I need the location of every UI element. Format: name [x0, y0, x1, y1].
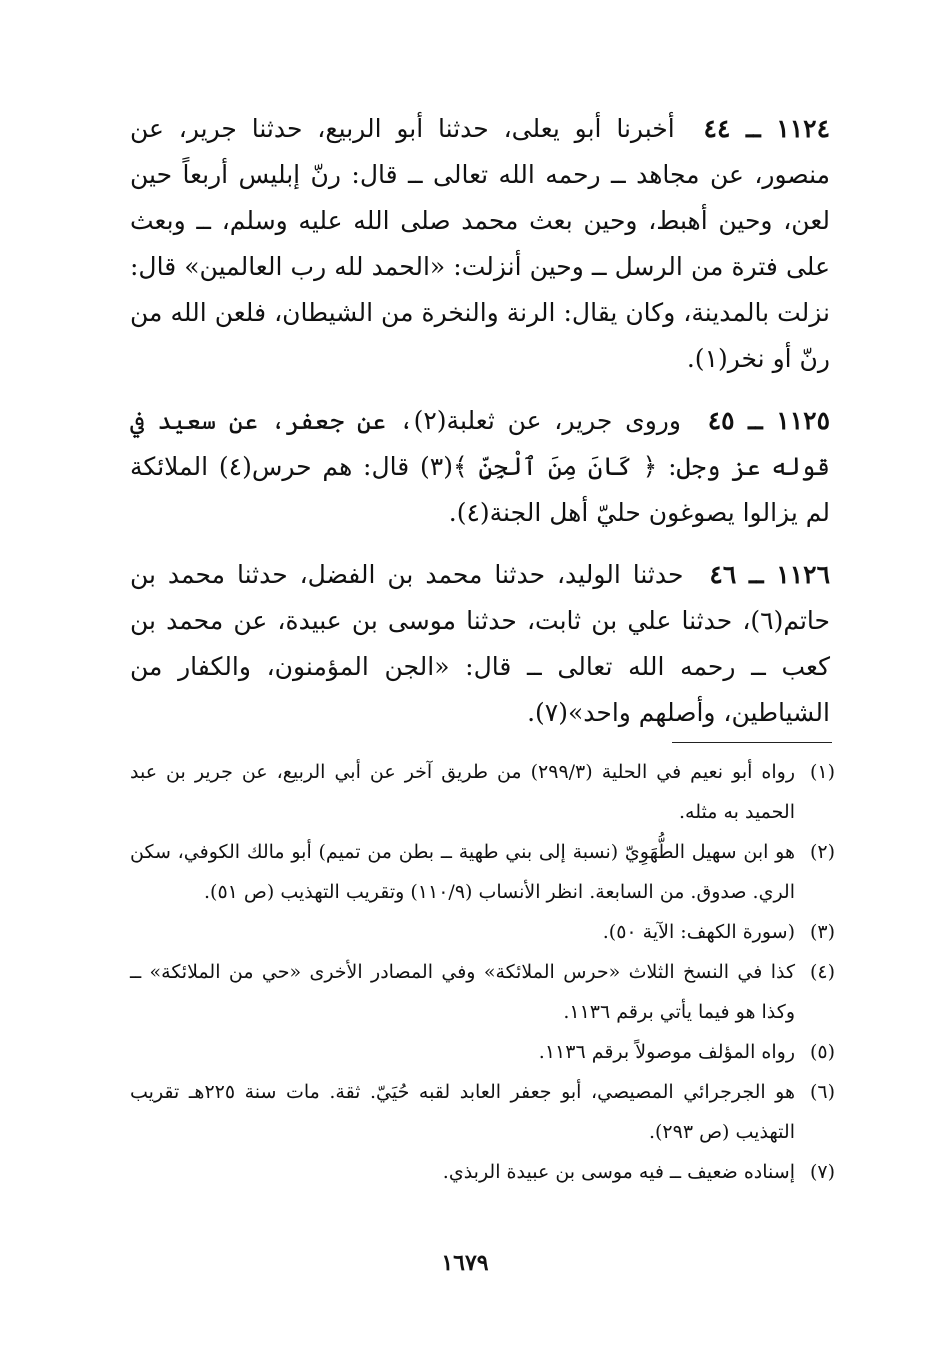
footnote-7: [130, 1152, 835, 1192]
footnote-text: رواه أبو نعيم في الحلية (٢٩٩/٣) من طريق آخر عن أبي الربيع، عن جرير بن عبد الحميد به مثله.: [130, 761, 795, 823]
footnote-6: [130, 1072, 835, 1152]
footnote-number: (٤): [809, 961, 835, 983]
hadith-number: ١١٢٤ ــ ٤٤: [703, 114, 830, 143]
footnote-text: كذا في النسخ الثلاث «حرس الملائكة» وفي المصادر الأخرى «حي من الملائكة» ــ وكذا هو فيما يأتي برقم ١١٣٦.: [130, 961, 795, 1023]
footnote-number: (٢): [809, 841, 835, 863]
footnote-text: (سورة الكهف: الآية ٥٠).: [602, 921, 795, 943]
footnote-3: [130, 912, 835, 952]
footnote-5: [130, 1032, 835, 1072]
main-text: [130, 106, 830, 752]
footnote-text: هو ابن سهيل الطُّهَوِيّ (نسبة إلى بني طهية ــ بطن من تميم) أبو مالك الكوفي، سكن الري. صدوق. من السابعة. انظر الأنساب (١١٠/٩) وتقريب التهذيب (ص ٥١).: [130, 841, 795, 903]
hadith-number: ١١٢٥ ــ ٤٥: [707, 406, 830, 435]
hadith-number: ١١٢٦ ــ ٤٦: [709, 560, 830, 589]
footnote-number: (٧): [809, 1161, 835, 1183]
footnote-number: (٣): [809, 921, 835, 943]
footnote-4: [130, 952, 835, 1032]
footnote-number: (٥): [809, 1041, 835, 1063]
hadith-text: حدثنا الوليد، حدثنا محمد بن الفضل، حدثنا محمد بن حاتم(٦)، حدثنا علي بن ثابت، حدثنا موسى بن عبيدة، عن محمد بن كعب ــ رحمه الله تعالى ــ قال: «الجن المؤمنون، والكفار من الشياطين، وأصلهم واحد»(٧).: [130, 560, 830, 727]
footnote-number: (١): [809, 761, 835, 783]
footnote-number: (٦): [809, 1081, 835, 1103]
footnotes: [130, 752, 835, 1192]
hadith-text: أخبرنا أبو يعلى، حدثنا أبو الربيع، حدثنا جرير، عن منصور، عن مجاهد ــ رحمه الله تعالى ــ قال: رنّ إبليس أربعاً حين لعن، وحين أهبط، وحين بعث محمد صلى الله عليه وسلم، ــ وبعث على فترة من الرسل ــ وحين أنزلت: «الحمد لله رب العالمين» قال: نزلت بالمدينة، وكان يقال: الرنة والنخرة من الشيطان، فلعن الله من رنّ أو نخر(١).: [130, 114, 830, 373]
hadith-1126: [130, 552, 830, 736]
footnote-separator: [672, 742, 832, 743]
hadith-1124: [130, 106, 830, 382]
page-number: ١٦٧٩: [441, 1250, 489, 1276]
footnote-1: [130, 752, 835, 832]
footnote-text: هو الجرجرائي المصيصي، أبو جعفر العابد لقبه حُيَيّ. ثقة. مات سنة ٢٢٥هـ تقريب التهذيب (ص ٢٩٣).: [130, 1081, 796, 1143]
hadith-text: وروى جرير، عن ثعلبة(٢)، عن جعفر، عن سعيد في قوله عز وجل: ﴿ كَانَ مِنَ ٱلْجِنِّ ﴾(٣) قال: هم حرس(٤) الملائكة لم يزالوا يصوغون حليّ أهل الجنة(٤).: [130, 406, 830, 527]
footnote-2: [130, 832, 835, 912]
footnote-text: إسناده ضعيف ــ فيه موسى بن عبيدة الربذي.: [442, 1161, 795, 1183]
footnote-text: رواه المؤلف موصولاً برقم ١١٣٦.: [538, 1041, 795, 1063]
hadith-1125: [130, 398, 830, 536]
